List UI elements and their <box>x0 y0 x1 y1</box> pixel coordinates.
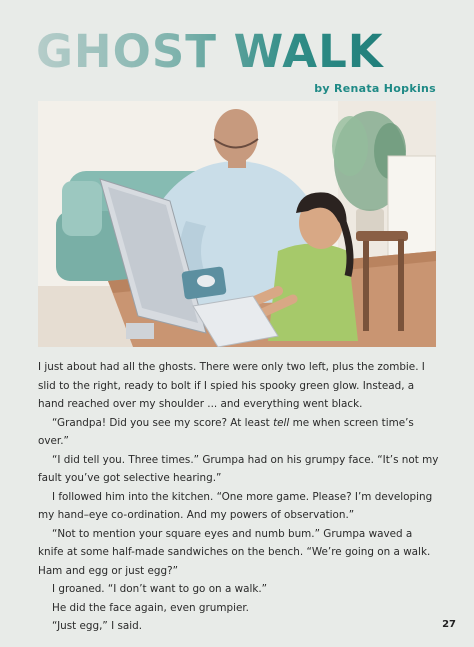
computer-mouse <box>197 275 215 287</box>
story-title-text: GHOST WALK <box>36 25 384 78</box>
story-paragraph <box>38 414 440 451</box>
cabinet <box>388 156 436 266</box>
story-text-span: me when screen time’s over.” <box>38 416 414 447</box>
story-illustration <box>38 101 436 347</box>
story-paragraph: I groaned. “I don’t want to go on a walk.” <box>52 583 268 595</box>
story-title <box>36 24 438 80</box>
illustration-drawing <box>38 101 436 347</box>
story-paragraph: I just about had all the ghosts. There were only two left, plus the zombie. I slid to the right, ready to bolt if I spied his spooky green glow. Instead, a hand reached over my shoulder ... and everything went black. <box>38 361 425 410</box>
story-paragraph: He did the face again, even grumpier. <box>52 601 249 614</box>
story-paragraph: “I did tell you. Three times.” Grumpa had on his grumpy face. “It’s not my fault you’ve got selective hearing.” <box>38 453 439 484</box>
story-emphasis: tell <box>273 416 290 429</box>
page-number: 27 <box>442 619 456 630</box>
story-paragraph: I followed him into the kitchen. “One more game. Please? I’m developing my hand–eye co-ordination. And my powers of observation.” <box>38 490 433 521</box>
story-paragraph: “Not to mention your square eyes and numb bum.” Grumpa waved a knife at some half-made sandwiches on the bench. “We’re going on a walk. Ham and egg or just egg?” <box>38 527 431 577</box>
story-text <box>38 358 440 636</box>
story-text-span: “Grandpa! Did you see my score? At least <box>52 416 274 429</box>
author-byline: by Renata Hopkins <box>314 82 436 95</box>
story-paragraph: “Just egg,” I said. <box>52 620 143 632</box>
